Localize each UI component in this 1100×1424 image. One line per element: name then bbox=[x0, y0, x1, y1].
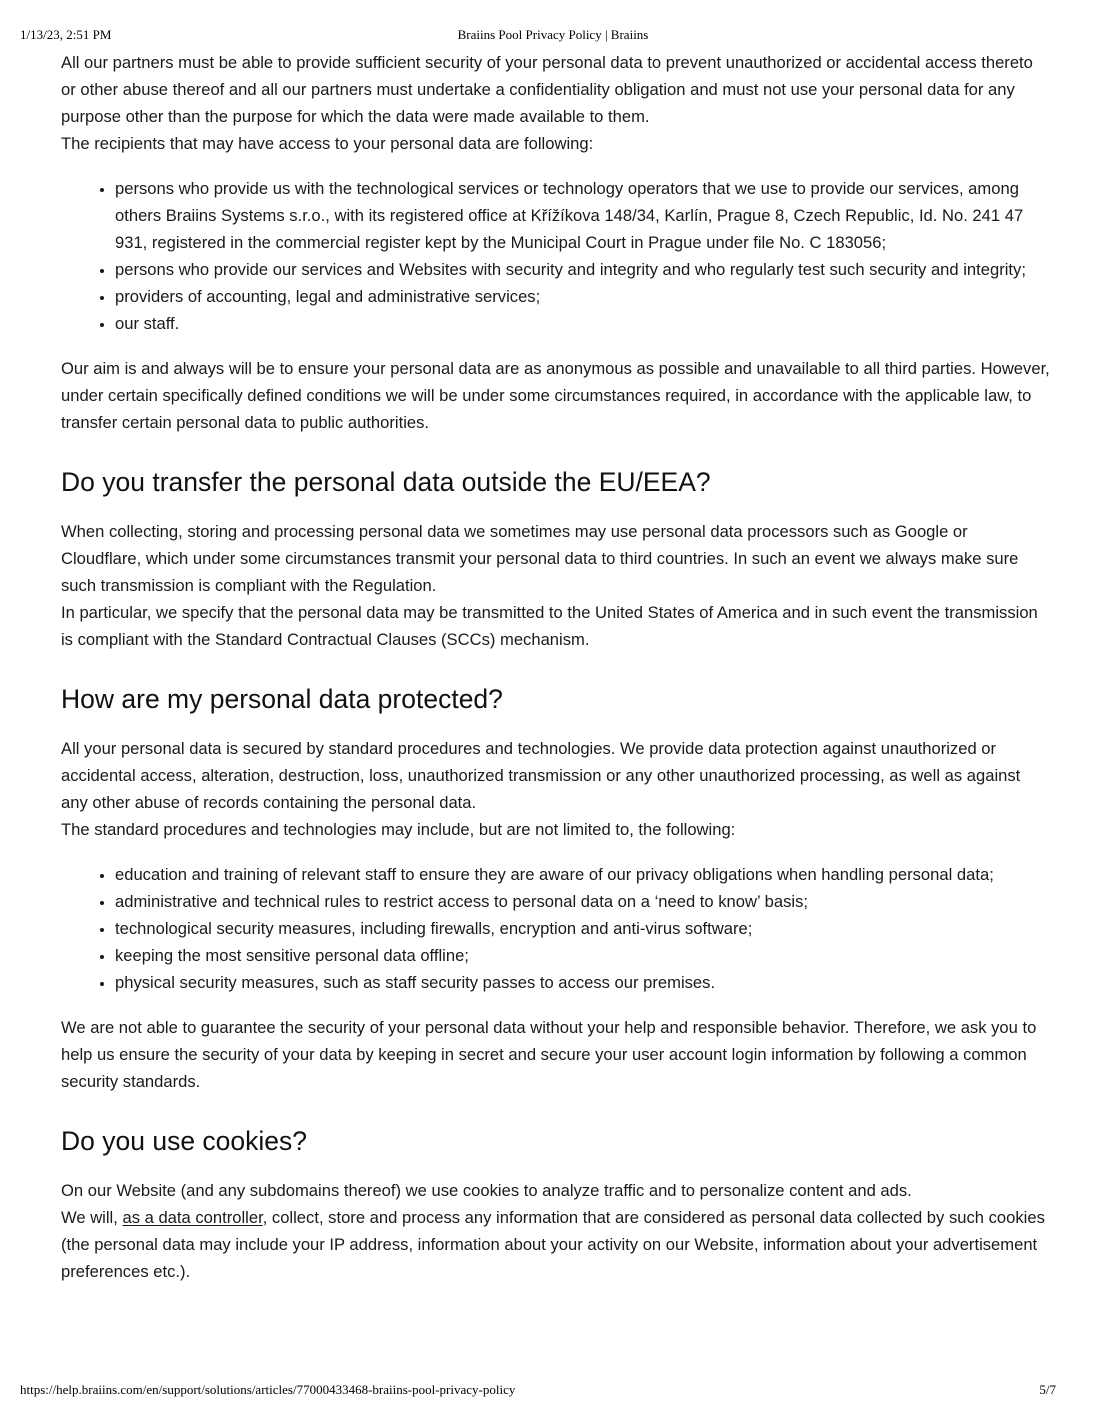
list-item: • persons who provide our services and Websites with security and integrity and who regularly test such security and integrity; bbox=[115, 256, 1051, 283]
list-item: • education and training of relevant staff to ensure they are aware of our privacy obligations when handling personal data; bbox=[115, 861, 1051, 888]
cookies-text-after-link: , collect, store and process any information that are considered as personal data collected by such cookies (the personal data may include your IP address, information about your activity on our Website, information about your advertisement preferences etc.). bbox=[61, 1208, 1045, 1281]
list-item: • providers of accounting, legal and administrative services; bbox=[115, 283, 1051, 310]
print-datetime: 1/13/23, 2:51 PM bbox=[20, 27, 112, 42]
article-body bbox=[61, 49, 1051, 1285]
heading-data-protected: How are my personal data protected? bbox=[61, 684, 503, 714]
list-item: • technological security measures, including firewalls, encryption and anti-virus software; bbox=[115, 915, 1051, 942]
list-item: • administrative and technical rules to restrict access to personal data on a ‘need to know’ basis; bbox=[115, 888, 1051, 915]
cookies-paragraph-controller bbox=[61, 1204, 1051, 1285]
print-header bbox=[20, 27, 1056, 45]
heading-cookies: Do you use cookies? bbox=[61, 1126, 308, 1156]
intro-paragraph-recipients: The recipients that may have access to your personal data are following: bbox=[61, 134, 594, 153]
list-item: • our staff. bbox=[115, 310, 1051, 337]
heading-transfer-outside-eu: Do you transfer the personal data outside the EU/EEA? bbox=[61, 467, 711, 497]
protected-paragraph-procedures: The standard procedures and technologies may include, but are not limited to, the following: bbox=[61, 820, 736, 839]
list-item: • keeping the most sensitive personal data offline; bbox=[115, 942, 1051, 969]
recipients-list bbox=[61, 175, 1051, 337]
list-item: • persons who provide us with the technological services or technology operators that we use to provide our services, among others Braiins Systems s.r.o., with its registered office at Křížíkova 148/34, Karlín, Prague 8, Czech Republic, Id. No. 241 47 931, registered in the commercial register kept by the Municipal Court in Prague under file No. C 183056; bbox=[115, 175, 1051, 256]
protected-paragraph-help: We are not able to guarantee the security of your personal data without your help and responsible behavior. Therefore, we ask you to help us ensure the security of your data by keeping in secret and secure your user account login information by following a common security standards. bbox=[61, 1018, 1037, 1091]
print-footer bbox=[20, 1382, 1056, 1400]
intro-paragraph-aim: Our aim is and always will be to ensure your personal data are as anonymous as possible and unavailable to all third parties. However, under certain specifically defined conditions we will be under some circumstances required, in accordance with the applicable law, to transfer certain personal data to public authorities. bbox=[61, 359, 1050, 432]
cookies-text-before-link: We will, bbox=[61, 1208, 123, 1227]
security-measures-list bbox=[61, 861, 1051, 996]
intro-paragraph-partners: All our partners must be able to provide sufficient security of your personal data to prevent unauthorized or accidental access thereto or other abuse thereof and all our partners must undertake a confidentiality obligation and must not use your personal data for any purpose other than the purpose for which the data were made available to them. bbox=[61, 53, 1033, 126]
protected-paragraph-standard: All your personal data is secured by standard procedures and technologies. We provide data protection against unauthorized or accidental access, alteration, destruction, loss, unauthorized transmission or any other unauthorized processing, as well as against any other abuse of records containing the personal data. bbox=[61, 739, 1021, 812]
transfer-paragraph-processors: When collecting, storing and processing personal data we sometimes may use personal data processors such as Google or Cloudflare, which under some circumstances transmit your personal data to third countries. In such an event we always make sure such transmission is compliant with the Regulation. bbox=[61, 522, 1019, 595]
list-item: • physical security measures, such as staff security passes to access our premises. bbox=[115, 969, 1051, 996]
transfer-paragraph-usa: In particular, we specify that the personal data may be transmitted to the United States of America and in such event the transmission is compliant with the Standard Contractual Clauses (SCCs) mechanism. bbox=[61, 603, 1038, 649]
data-controller-link[interactable]: as a data controller bbox=[122, 1208, 263, 1227]
print-page-number: 5/7 bbox=[1039, 1382, 1056, 1397]
print-url: https://help.braiins.com/en/support/solutions/articles/77000433468-braiins-pool-privacy-policy bbox=[20, 1382, 516, 1397]
print-page-title: Braiins Pool Privacy Policy | Braiins bbox=[457, 27, 649, 42]
cookies-paragraph-usage: On our Website (and any subdomains thereof) we use cookies to analyze traffic and to personalize content and ads. bbox=[61, 1181, 912, 1200]
